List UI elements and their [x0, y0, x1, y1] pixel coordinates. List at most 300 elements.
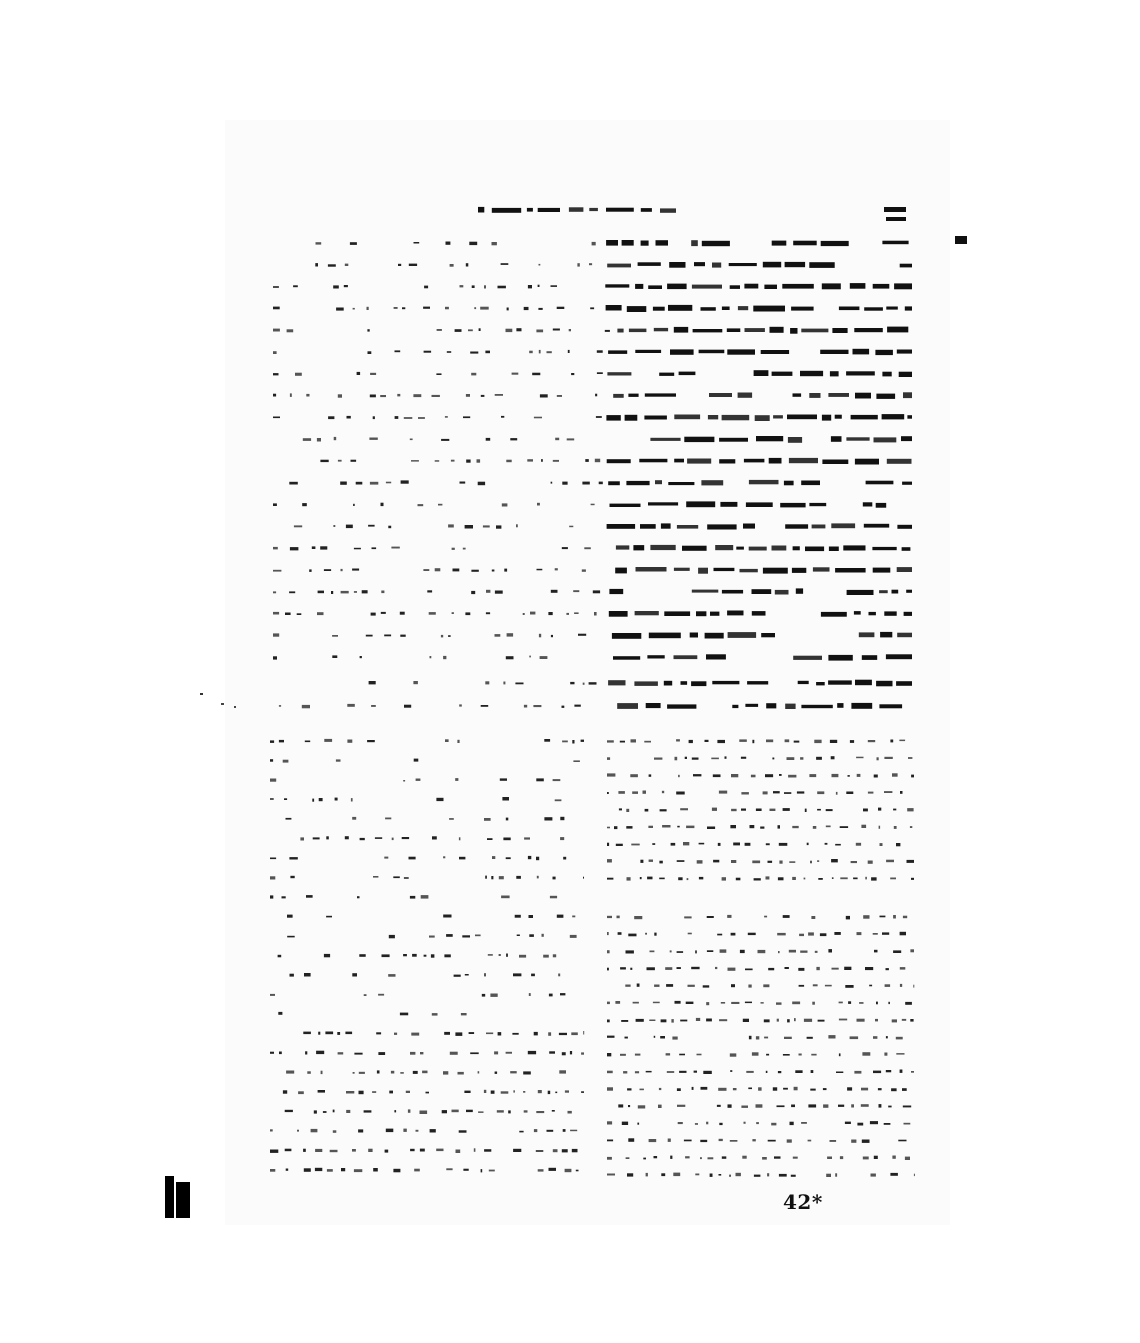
text-fragment: [738, 306, 748, 310]
text-fragment: [626, 950, 634, 953]
text-fragment: [789, 950, 796, 953]
text-fragment: [551, 590, 558, 593]
text-fragment: [676, 792, 685, 795]
text-fragment: [776, 1002, 782, 1004]
text-fragment: [503, 682, 505, 685]
text-fragment: [338, 1052, 344, 1054]
text-fragment: [364, 994, 367, 996]
text-fragment: [680, 808, 688, 810]
text-fragment: [873, 1071, 881, 1074]
text-fragment: [799, 934, 804, 936]
text-fragment: [719, 791, 727, 794]
text-fragment: [635, 1071, 639, 1073]
text-fragment: [508, 1110, 511, 1113]
text-fragment: [376, 1032, 381, 1034]
margin-mark: [955, 236, 967, 244]
text-fragment: [879, 1104, 882, 1108]
text-fragment: [661, 1019, 667, 1022]
text-fragment: [865, 967, 873, 970]
text-fragment: [513, 973, 521, 976]
text-fragment: [607, 264, 631, 268]
text-fragment: [632, 791, 638, 794]
text-fragment: [506, 857, 511, 859]
text-fragment: [869, 985, 872, 987]
text-fragment: [625, 985, 630, 987]
text-fragment: [740, 569, 758, 572]
text-fragment: [727, 349, 755, 354]
text-fragment: [297, 613, 302, 615]
text-fragment: [649, 633, 681, 639]
text-fragment: [637, 1123, 639, 1125]
text-fragment: [884, 1053, 887, 1056]
text-fragment: [489, 1170, 495, 1172]
text-fragment: [357, 372, 361, 375]
text-fragment: [869, 612, 876, 615]
text-fragment: [485, 876, 487, 879]
text-fragment: [763, 262, 781, 268]
text-fragment: [328, 416, 334, 419]
text-fragment: [783, 808, 790, 811]
text-fragment: [443, 856, 445, 858]
text-fragment: [589, 208, 598, 211]
text-fragment: [862, 1052, 870, 1056]
text-fragment: [633, 1002, 639, 1004]
text-fragment: [835, 844, 841, 846]
text-fragment: [630, 774, 638, 777]
text-fragment: [811, 1054, 816, 1056]
text-fragment: [502, 503, 508, 506]
text-fragment: [534, 1032, 538, 1036]
text-fragment: [773, 415, 783, 418]
text-fragment: [436, 798, 443, 801]
text-fragment: [567, 438, 575, 440]
text-fragment: [809, 774, 816, 777]
text-fragment: [701, 1087, 708, 1090]
text-fragment: [377, 1070, 380, 1073]
text-fragment: [910, 826, 912, 828]
text-fragment: [391, 547, 399, 549]
text-fragment: [479, 328, 481, 331]
text-fragment: [484, 1090, 486, 1093]
text-fragment: [394, 307, 398, 309]
text-fragment: [840, 877, 847, 879]
text-fragment: [491, 1091, 495, 1094]
text-fragment: [533, 705, 541, 707]
text-fragment: [581, 1091, 584, 1093]
text-fragment: [674, 327, 688, 333]
text-fragment: [828, 1035, 835, 1038]
text-fragment: [766, 1071, 768, 1073]
text-fragment: [356, 482, 363, 485]
text-fragment: [495, 634, 501, 637]
text-fragment: [474, 307, 476, 309]
text-fragment: [721, 1002, 725, 1004]
text-fragment: [386, 1129, 394, 1133]
text-fragment: [582, 569, 586, 571]
text-fragment: [287, 915, 293, 918]
text-fragment: [345, 264, 349, 266]
text-fragment: [445, 307, 449, 310]
text-fragment: [843, 545, 865, 550]
text-fragment: [772, 241, 787, 246]
text-fragment: [273, 656, 277, 659]
text-fragment: [324, 569, 331, 571]
text-fragment: [731, 1002, 739, 1004]
text-fragment: [536, 330, 543, 333]
text-fragment: [470, 352, 478, 354]
text-fragment: [785, 739, 790, 742]
text-fragment: [558, 974, 560, 977]
text-fragment: [731, 860, 736, 863]
text-fragment: [857, 1019, 865, 1022]
text-fragment: [357, 896, 360, 898]
text-fragment: [289, 591, 295, 593]
text-fragment: [811, 916, 815, 919]
text-fragment: [626, 1157, 630, 1159]
text-fragment: [897, 350, 912, 354]
text-fragment: [352, 973, 357, 976]
text-fragment: [649, 860, 653, 862]
text-fragment: [344, 285, 348, 287]
text-fragment: [778, 1071, 781, 1073]
text-fragment: [403, 1129, 406, 1132]
text-fragment: [412, 954, 417, 957]
text-fragment: [830, 740, 837, 743]
text-fragment: [846, 437, 869, 440]
text-fragment: [783, 915, 790, 918]
text-fragment: [630, 968, 632, 970]
text-fragment: [324, 739, 332, 742]
text-fragment: [684, 437, 714, 442]
text-fragment: [544, 817, 552, 820]
text-fragment: [572, 916, 575, 918]
text-fragment: [560, 817, 564, 820]
text-fragment: [321, 1071, 323, 1074]
text-fragment: [695, 1123, 698, 1125]
text-fragment: [606, 305, 622, 311]
text-fragment: [826, 809, 833, 811]
text-fragment: [880, 916, 886, 918]
text-fragment: [805, 547, 824, 552]
text-fragment: [850, 283, 866, 289]
text-fragment: [543, 955, 549, 958]
text-fragment: [529, 656, 531, 658]
text-fragment: [876, 394, 895, 399]
text-fragment: [631, 844, 639, 846]
text-fragment: [850, 1036, 859, 1039]
text-fragment: [887, 459, 912, 464]
text-fragment: [839, 307, 860, 311]
text-fragment: [341, 591, 349, 594]
text-fragment: [553, 779, 561, 781]
text-fragment: [751, 775, 756, 778]
text-fragment: [553, 954, 556, 957]
text-fragment: [607, 916, 612, 918]
text-fragment: [370, 395, 376, 398]
text-fragment: [826, 826, 831, 828]
text-fragment: [270, 1129, 273, 1131]
text-fragment: [684, 1140, 692, 1142]
text-fragment: [653, 307, 665, 311]
text-fragment: [443, 656, 446, 659]
text-fragment: [713, 774, 721, 777]
text-fragment: [381, 612, 386, 614]
text-fragment: [270, 798, 274, 800]
text-fragment: [347, 740, 352, 743]
text-fragment: [303, 1032, 311, 1035]
text-fragment: [730, 1140, 738, 1142]
text-fragment: [719, 1139, 723, 1141]
text-fragment: [285, 1110, 293, 1112]
text-fragment: [821, 612, 847, 617]
text-fragment: [697, 860, 703, 863]
text-fragment: [868, 740, 875, 742]
text-fragment: [856, 843, 861, 846]
text-fragment: [785, 524, 808, 528]
text-fragment: [562, 1149, 568, 1152]
text-fragment: [848, 1001, 851, 1004]
text-fragment: [449, 818, 454, 820]
text-fragment: [900, 967, 906, 970]
text-fragment: [899, 372, 912, 377]
text-fragment: [766, 876, 770, 879]
text-fragment: [900, 1070, 903, 1073]
text-fragment: [639, 459, 667, 463]
text-fragment: [499, 876, 504, 879]
text-fragment: [792, 877, 796, 880]
text-fragment: [907, 415, 912, 419]
text-fragment: [640, 524, 656, 529]
text-fragment: [388, 974, 395, 977]
text-fragment: [756, 1122, 759, 1124]
text-fragment: [591, 504, 595, 506]
text-fragment: [678, 877, 682, 880]
text-fragment: [270, 994, 275, 996]
text-fragment: [336, 308, 344, 311]
text-fragment: [465, 974, 469, 976]
text-fragment: [621, 1020, 628, 1022]
text-fragment: [452, 612, 454, 614]
text-fragment: [815, 951, 818, 953]
text-fragment: [817, 791, 824, 794]
text-fragment: [471, 591, 475, 594]
text-fragment: [796, 588, 803, 593]
text-fragment: [808, 932, 814, 935]
text-fragment: [410, 1052, 415, 1055]
text-fragment: [829, 547, 839, 552]
text-fragment: [677, 967, 681, 969]
text-fragment: [607, 773, 615, 776]
text-fragment: [585, 459, 589, 462]
text-fragment: [901, 436, 912, 441]
text-fragment: [703, 985, 710, 987]
text-fragment: [762, 1157, 767, 1160]
text-fragment: [836, 1072, 843, 1074]
text-fragment: [911, 878, 914, 880]
text-fragment: [445, 416, 448, 418]
text-fragment: [854, 1071, 861, 1074]
text-fragment: [590, 307, 594, 309]
text-fragment: [469, 1032, 475, 1034]
text-fragment: [804, 878, 806, 880]
text-fragment: [563, 857, 566, 860]
text-fragment: [317, 612, 324, 615]
text-fragment: [884, 757, 892, 759]
text-fragment: [465, 525, 473, 529]
text-fragment: [416, 1130, 419, 1132]
text-fragment: [793, 1157, 798, 1159]
text-fragment: [863, 809, 868, 812]
text-fragment: [491, 876, 493, 879]
text-fragment: [481, 395, 485, 397]
text-fragment: [677, 1088, 681, 1091]
text-fragment: [555, 799, 562, 801]
text-fragment: [620, 967, 626, 969]
text-fragment: [896, 1037, 903, 1040]
text-fragment: [905, 306, 912, 310]
text-fragment: [682, 546, 707, 551]
text-fragment: [609, 589, 623, 594]
text-fragment: [311, 1129, 318, 1132]
text-fragment: [541, 459, 543, 462]
text-fragment: [495, 1072, 498, 1074]
text-fragment: [414, 242, 420, 244]
text-fragment: [770, 809, 776, 811]
text-fragment: [729, 1175, 731, 1177]
text-fragment: [783, 1088, 788, 1090]
text-fragment: [730, 1070, 732, 1072]
text-fragment: [290, 393, 292, 397]
text-fragment: [315, 1149, 322, 1152]
text-fragment: [884, 611, 896, 615]
text-fragment: [283, 760, 289, 763]
text-fragment: [893, 809, 896, 811]
text-fragment: [364, 1110, 372, 1112]
text-fragment: [780, 503, 805, 508]
text-fragment: [455, 778, 458, 781]
text-fragment: [818, 878, 823, 880]
text-fragment: [857, 1123, 863, 1126]
text-fragment: [640, 1089, 644, 1091]
text-fragment: [856, 757, 863, 759]
text-fragment: [645, 393, 676, 396]
text-fragment: [710, 612, 719, 616]
text-fragment: [902, 482, 912, 485]
text-fragment: [686, 501, 715, 507]
text-fragment: [768, 968, 774, 970]
text-fragment: [572, 1149, 578, 1152]
text-fragment: [892, 590, 899, 594]
text-fragment: [270, 1150, 278, 1153]
text-fragment: [626, 809, 629, 812]
text-fragment: [435, 568, 441, 571]
text-fragment: [893, 950, 901, 953]
text-fragment: [754, 1175, 761, 1177]
text-fragment: [674, 568, 690, 571]
text-fragment: [631, 739, 637, 742]
text-fragment: [395, 350, 401, 352]
text-fragment: [835, 568, 866, 573]
text-fragment: [372, 1091, 376, 1093]
text-fragment: [659, 861, 662, 864]
text-fragment: [297, 1130, 299, 1132]
text-fragment: [808, 1140, 812, 1142]
text-fragment: [718, 1088, 726, 1091]
text-fragment: [352, 569, 359, 571]
text-fragment: [617, 703, 638, 709]
text-fragment: [687, 878, 689, 880]
text-fragment: [719, 459, 735, 463]
text-fragment: [752, 1052, 759, 1055]
text-fragment: [910, 1019, 913, 1022]
text-fragment: [884, 791, 892, 793]
text-fragment: [441, 439, 449, 441]
text-fragment: [314, 1110, 317, 1113]
text-fragment: [486, 438, 491, 441]
text-fragment: [565, 1090, 569, 1092]
text-fragment: [648, 285, 662, 289]
text-fragment: [775, 590, 789, 595]
text-fragment: [634, 681, 658, 686]
text-fragment: [583, 683, 585, 685]
text-fragment: [527, 208, 533, 212]
text-fragment: [832, 328, 847, 333]
text-fragment: [563, 1129, 566, 1132]
text-fragment: [831, 436, 842, 442]
text-fragment: [378, 1052, 385, 1055]
text-fragment: [625, 415, 638, 421]
text-fragment: [730, 1053, 737, 1056]
text-fragment: [559, 1033, 567, 1035]
text-fragment: [536, 857, 539, 861]
text-fragment: [221, 703, 224, 705]
text-fragment: [559, 1070, 566, 1073]
text-fragment: [729, 263, 757, 266]
text-fragment: [652, 843, 655, 845]
text-fragment: [720, 949, 727, 952]
text-fragment: [616, 844, 623, 846]
text-fragment: [327, 1169, 333, 1172]
text-fragment: [660, 809, 667, 811]
text-fragment: [608, 350, 627, 354]
text-fragment: [864, 307, 883, 310]
text-fragment: [562, 741, 568, 743]
text-fragment: [677, 951, 684, 953]
text-fragment: [438, 504, 442, 506]
text-fragment: [670, 950, 672, 952]
text-fragment: [289, 482, 298, 485]
text-fragment: [286, 1169, 289, 1171]
text-fragment: [839, 1019, 847, 1021]
text-fragment: [466, 394, 470, 397]
text-fragment: [470, 1052, 479, 1054]
text-fragment: [873, 568, 891, 573]
text-fragment: [838, 1105, 844, 1107]
text-fragment: [506, 329, 513, 332]
text-fragment: [273, 570, 281, 572]
text-fragment: [303, 438, 311, 441]
text-fragment: [741, 792, 749, 794]
text-fragment: [367, 307, 369, 310]
text-fragment: [847, 590, 874, 595]
text-fragment: [338, 394, 342, 397]
text-fragment: [647, 877, 652, 880]
text-fragment: [437, 329, 442, 331]
text-fragment: [730, 285, 740, 289]
text-fragment: [818, 1020, 825, 1022]
text-fragment: [373, 876, 378, 878]
text-fragment: [736, 547, 744, 550]
